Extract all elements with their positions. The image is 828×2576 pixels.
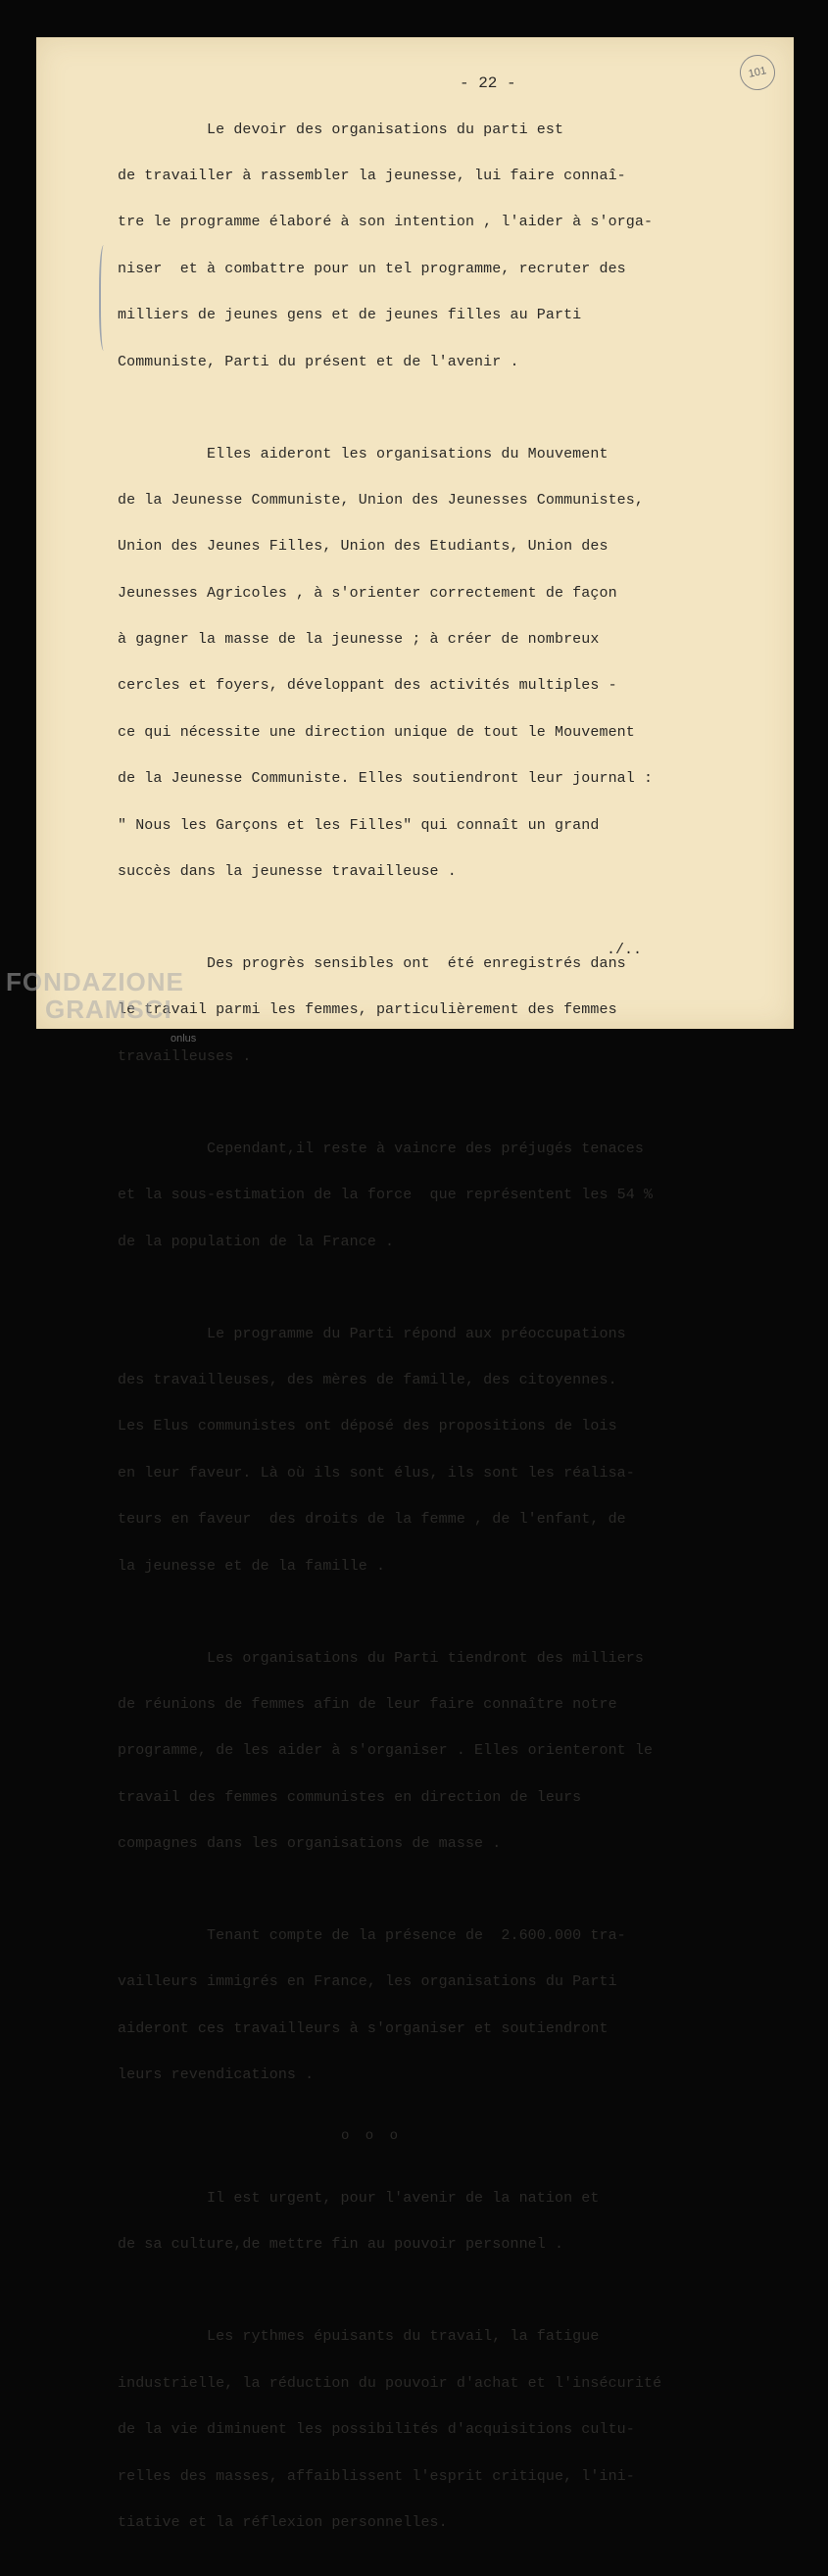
section-separator: o o o [341, 2127, 403, 2144]
text-line: leurs revendications . [118, 2066, 315, 2084]
text-line: de la Jeunesse Communiste. Elles soutiendront leur journal : [118, 770, 654, 788]
text-line: de sa culture,de mettre fin au pouvoir personnel . [118, 2236, 564, 2254]
text-line: Union des Jeunes Filles, Union des Etudiants, Union des [118, 538, 609, 556]
text-line: de la population de la France . [118, 1233, 395, 1250]
margin-pencil-mark [99, 245, 111, 351]
paragraph-youth-organisations [118, 415, 715, 911]
continuation-mark: ./.. [607, 942, 643, 958]
text-line: cercles et foyers, développant des activités multiples - [118, 677, 617, 695]
text-line: la jeunesse et de la famille . [118, 1557, 386, 1575]
text-line: " Nous les Garçons et les Filles" qui connaît un grand [118, 816, 600, 834]
text-line: Cependant,il reste à vaincre des préjugés tenaces [118, 1140, 644, 1157]
text-line: compagnes dans les organisations de masse . [118, 1835, 502, 1853]
fondazione-gramsci-watermark [6, 967, 197, 1045]
text-line: teurs en faveur des droits de la femme , de l'enfant, de [118, 1511, 626, 1529]
text-line: et la sous-estimation de la force que représentent les 54 % [118, 1187, 654, 1204]
text-line: Elles aideront les organisations du Mouvement [118, 445, 609, 462]
paragraph-youth-duty [118, 91, 715, 401]
text-line: ce qui nécessite une direction unique de tout le Mouvement [118, 723, 635, 741]
text-line: de la vie diminuent les possibilités d'acquisitions cultu- [118, 2421, 635, 2439]
text-line: milliers de jeunes gens et de jeunes filles au Parti [118, 307, 582, 324]
text-line: de la Jeunesse Communiste, Union des Jeunesses Communistes, [118, 491, 644, 509]
text-line: succès dans la jeunesse travailleuse . [118, 863, 457, 881]
watermark-line-1: FONDAZIONE [6, 967, 184, 996]
text-line: industrielle, la réduction du pouvoir d'achat et l'insécurité [118, 2374, 662, 2392]
paragraph-women-meetings [118, 1620, 715, 1883]
paragraph-personal-power [118, 2160, 715, 2283]
text-line: de réunions de femmes afin de leur faire connaître notre [118, 1695, 617, 1713]
text-line: Le programme du Parti répond aux préoccupations [118, 1325, 626, 1342]
text-line: tre le programme élaboré à son intention , l'aider à s'orga- [118, 214, 654, 231]
text-line: Les rythmes épuisants du travail, la fatigue [118, 2328, 600, 2346]
text-line: Les organisations du Parti tiendront des milliers [118, 1649, 644, 1667]
text-line: Le devoir des organisations du parti est [118, 121, 564, 138]
paragraph-immigrant-workers [118, 1897, 715, 2114]
watermark-line-3: onlus [170, 1033, 197, 1045]
paragraph-culture [118, 2299, 715, 2562]
text-line: Jeunesses Agricoles , à s'orienter correctement de façon [118, 584, 617, 602]
text-line: de travailler à rassembler la jeunesse, lui faire connaî- [118, 167, 626, 184]
document-body [118, 91, 715, 2576]
paragraph-party-programme [118, 1295, 715, 1605]
text-line: Les Elus communistes ont déposé des propositions de lois [118, 1418, 617, 1435]
text-line: Communiste, Parti du présent et de l'avenir . [118, 353, 519, 370]
text-line: à gagner la masse de la jeunesse ; à créer de nombreux [118, 631, 600, 649]
text-line: vailleurs immigrés en France, les organisations du Parti [118, 1973, 617, 1991]
text-line: le travail parmi les femmes, particulièrement des femmes [118, 1001, 617, 1019]
text-line: tiative et la réflexion personnelles. [118, 2513, 448, 2531]
page-number: - 22 - [460, 74, 516, 92]
text-line: travail des femmes communistes en direction de leurs [118, 1788, 582, 1806]
text-line: des travailleuses, des mères de famille, des citoyennes. [118, 1371, 617, 1388]
text-line: niser et à combattre pour un tel programme, recruter des [118, 260, 626, 277]
archive-number-stamp: 101 [737, 52, 779, 94]
text-line: Tenant compte de la présence de 2.600.000 tra- [118, 1927, 626, 1945]
text-line: travailleuses . [118, 1047, 252, 1065]
text-line: Il est urgent, pour l'avenir de la nation et [118, 2190, 600, 2207]
text-line: en leur faveur. Là où ils sont élus, ils sont les réalisa- [118, 1464, 635, 1482]
text-line: programme, de les aider à s'organiser . Elles orienteront le [118, 1742, 654, 1760]
paragraph-prejudices [118, 1110, 715, 1281]
text-line: aideront ces travailleurs à s'organiser et soutiendront [118, 2019, 609, 2037]
watermark-line-2: GRAMSCI [45, 995, 172, 1024]
text-line: relles des masses, affaiblissent l'esprit critique, l'ini- [118, 2467, 635, 2485]
text-line: Des progrès sensibles ont été enregistrés dans [118, 955, 626, 973]
